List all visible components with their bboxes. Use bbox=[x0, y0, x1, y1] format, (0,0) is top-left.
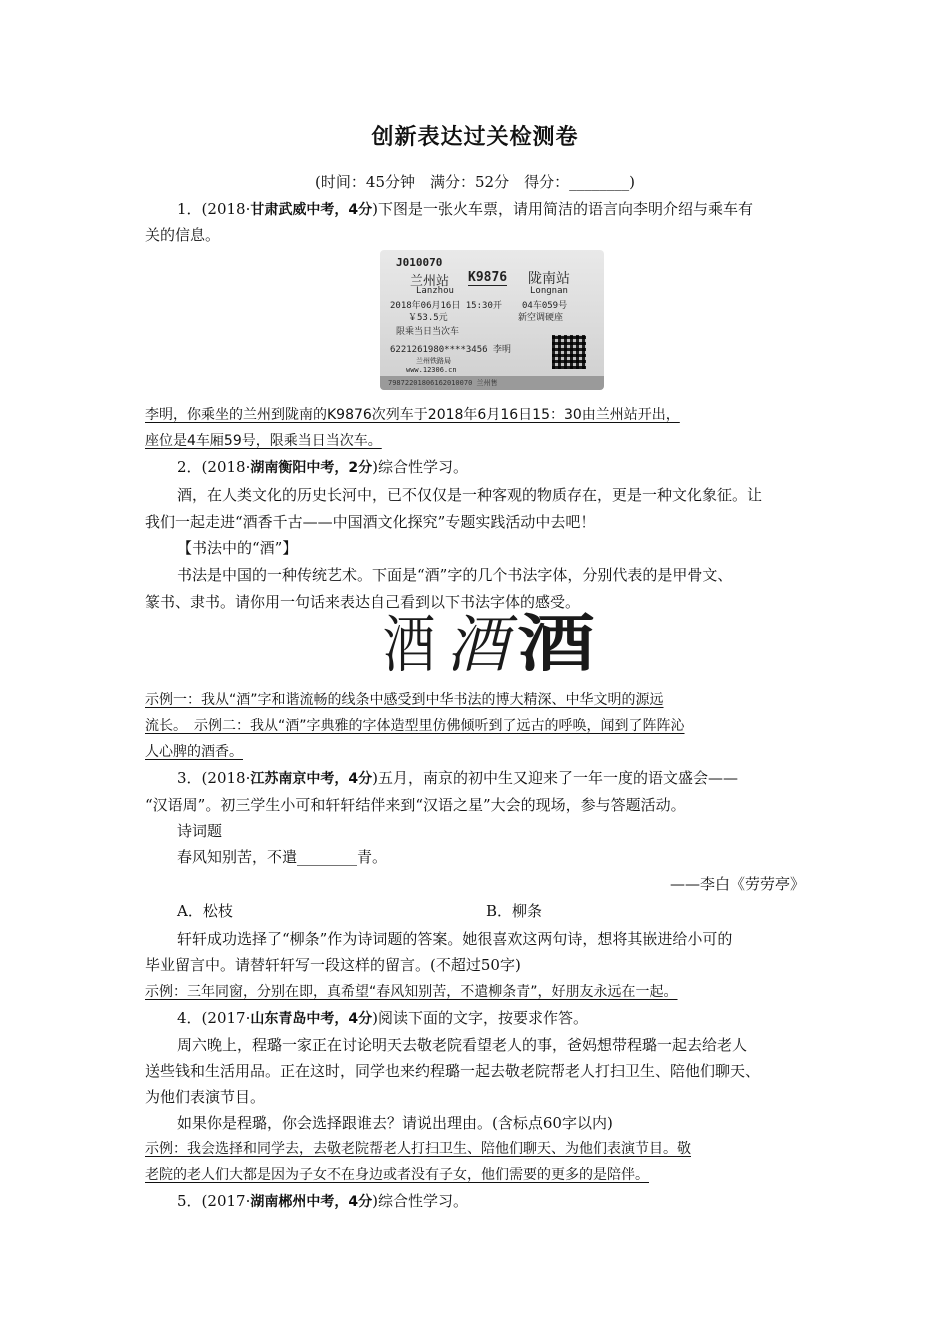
calligraphy-seal: 酒 bbox=[446, 608, 509, 681]
ticket-train: K9876 bbox=[468, 270, 508, 285]
q4-source: 山东青岛中考，4分 bbox=[250, 1011, 373, 1027]
q3-poem: 春风知别苦，不遣________青。 bbox=[177, 848, 388, 866]
q2-stem: 2．(2018·湖南衡阳中考，2分)综合性学习。 bbox=[177, 458, 468, 476]
q2-answer-line2: 流长。 示例二：我从“酒”字典雅的字体造型里仿佛倾听到了远古的呼唤，闻到了阵阵沁 bbox=[145, 718, 685, 734]
q3-source: 江苏南京中考，4分 bbox=[250, 771, 373, 787]
q3-poem-source: ——李白《劳劳亭》 bbox=[669, 875, 805, 893]
q4-stem: 4．(2017·山东青岛中考，4分)阅读下面的文字，按要求作答。 bbox=[177, 1009, 588, 1027]
exam-meta: (时间：45分钟 满分：52分 得分：________) bbox=[315, 173, 635, 191]
q1-answer-line2: 座位是4车厢59号，限乘当日当次车。 bbox=[145, 433, 382, 449]
qr-code-icon bbox=[552, 335, 586, 369]
calligraphy-clerical: 酒 bbox=[517, 611, 595, 679]
q2-para1-a: 酒，在人类文化的历史长河中，已不仅仅是一种客观的物质存在，更是一种文化象征。让 bbox=[177, 486, 763, 504]
q2-source: 湖南衡阳中考，2分 bbox=[250, 460, 373, 476]
ticket-strip bbox=[380, 376, 604, 390]
q3-stem: 3．(2018·江苏南京中考，4分)五月，南京的初中生又迎来了一年一度的语文盛会—— bbox=[177, 769, 738, 787]
q2-answer-line3: 人心脾的酒香。 bbox=[145, 744, 243, 760]
q3-para-b: 毕业留言中。请替轩轩写一段这样的留言。(不超过50字) bbox=[145, 956, 521, 974]
q5-source: 湖南郴州中考，4分 bbox=[250, 1194, 373, 1210]
q3-option-b: B．柳条 bbox=[486, 902, 543, 920]
q4-para-c: 为他们表演节目。 bbox=[145, 1088, 266, 1106]
q3-answer: 示例：三年同窗，分别在即，真希望“春风知别苦，不遣柳条青”，好朋友永远在一起。 bbox=[145, 984, 678, 1000]
ticket-strip-text: 79872201806162010070 兰州售 bbox=[388, 379, 498, 387]
q2-section: 【书法中的“酒”】 bbox=[177, 539, 298, 557]
ticket-limit: 限乘当日当次车 bbox=[396, 327, 460, 337]
q1-stem: 1．(2018·甘肃武威中考，4分)下图是一张火车票，请用简洁的语言向李明介绍与乘车有 bbox=[177, 200, 753, 218]
train-ticket-image bbox=[380, 250, 604, 390]
q3-para-a: 轩轩成功选择了“柳条”作为诗词题的答案。她很喜欢这两句诗，想将其嵌进给小可的 bbox=[177, 930, 733, 948]
q3-stem-cont: “汉语周”。初三学生小可和轩轩结伴来到“汉语之星”大会的现场，参与答题活动。 bbox=[145, 796, 686, 814]
ticket-datetime: 2018年06月16日 15:30开 bbox=[390, 301, 502, 311]
q1-source: 甘肃武威中考，4分 bbox=[250, 202, 373, 218]
ticket-from-en: Lanzhou bbox=[416, 286, 454, 296]
ticket-to: 陇南站 bbox=[528, 271, 570, 287]
ticket-from: 兰州站 bbox=[410, 274, 450, 289]
ticket-site: www.12306.cn bbox=[406, 366, 457, 374]
q4-para-a: 周六晚上，程璐一家正在讨论明天去敬老院看望老人的事，爸妈想带程璐一起去给老人 bbox=[177, 1036, 748, 1054]
ticket-to-en: Longnan bbox=[530, 286, 568, 296]
ticket-seat: 04车059号 bbox=[522, 301, 568, 311]
ticket-id: 6221261980****3456 李明 bbox=[390, 345, 511, 355]
q3-label: 诗词题 bbox=[177, 822, 223, 840]
ticket-price: ￥53.5元 bbox=[408, 313, 448, 323]
q2-para1-b: 我们一起走进“酒香千古——中国酒文化探究”专题实践活动中去吧！ bbox=[145, 513, 596, 531]
q1-stem-cont: 关的信息。 bbox=[145, 226, 221, 244]
q4-answer-line2: 老院的老人们大都是因为子女不在身边或者没有子女，他们需要的更多的是陪伴。 bbox=[145, 1167, 649, 1183]
q2-para2-b: 篆书、隶书。请你用一句话来表达自己看到以下书法字体的感受。 bbox=[145, 593, 581, 611]
q3-option-a: A．松枝 bbox=[177, 902, 233, 920]
q4-para-b: 送些钱和生活用品。正在这时，同学也来约程璐一起去敬老院帮老人打扫卫生、陪他们聊天、 bbox=[145, 1062, 761, 1080]
q4-answer-line1: 示例：我会选择和同学去，去敬老院帮老人打扫卫生、陪他们聊天、为他们表演节目。敬 bbox=[145, 1141, 691, 1157]
q5-stem: 5．(2017·湖南郴州中考，4分)综合性学习。 bbox=[177, 1192, 468, 1210]
q1-answer-line1: 李明，你乘坐的兰州到陇南的K9876次列车于2018年6月16日15：30由兰州站开出， bbox=[145, 407, 680, 423]
calligraphy-oracle: 酒 bbox=[382, 608, 436, 681]
q2-para2-a: 书法是中国的一种传统艺术。下面是“酒”字的几个书法字体，分别代表的是甲骨文、 bbox=[177, 566, 733, 584]
ticket-bank: 兰州铁路局 bbox=[416, 357, 451, 365]
ticket-code: J010070 bbox=[396, 256, 443, 269]
ticket-class: 新空调硬座 bbox=[518, 313, 564, 323]
page-title: 创新表达过关检测卷 bbox=[371, 124, 579, 150]
q2-answer-line1: 示例一：我从“酒”字和谐流畅的线条中感受到中华书法的博大精深、中华文明的源远 bbox=[145, 692, 664, 708]
q4-question: 如果你是程璐，你会选择跟谁去？请说出理由。(含标点60字以内) bbox=[177, 1114, 613, 1132]
